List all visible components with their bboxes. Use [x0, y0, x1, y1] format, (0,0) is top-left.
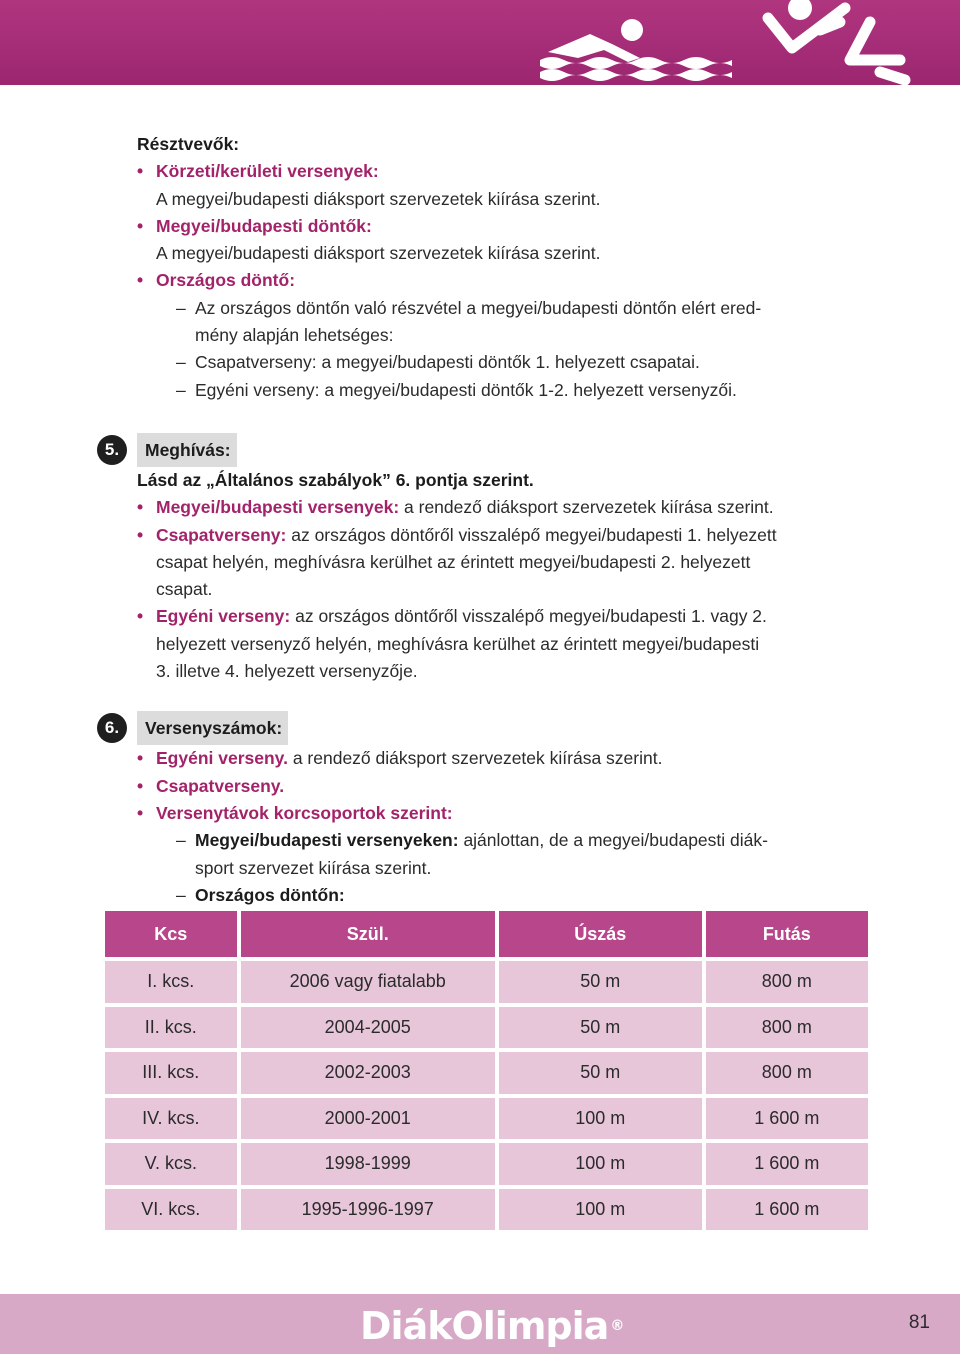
table-row [105, 1189, 868, 1231]
list-item [137, 773, 882, 800]
dash-continuation [137, 855, 882, 882]
bullet-text: a rendező diáksport szervezetek kiírása szerint. [399, 497, 774, 518]
runner-icon [768, 0, 905, 80]
participants-title: Résztvevők: [137, 134, 240, 154]
column-header: Futás [706, 911, 868, 957]
column-header: Úszás [499, 911, 702, 957]
section-6-heading [104, 711, 882, 745]
bullet-label: Egyéni verseny: [156, 606, 291, 627]
section-intro: Lásd az „Általános szabályok” 6. pontja szerint. [137, 469, 534, 490]
bullet-label: Csapatverseny: [156, 524, 287, 545]
logo-text: DiákOlimpia [360, 1304, 609, 1348]
bullet-text: A megyei/budapesti diáksport szervezetek kiírása szerint. [156, 188, 601, 209]
table-cell: 2004-2005 [241, 1007, 495, 1049]
column-header: Kcs [105, 911, 237, 957]
swimmer-icon [540, 19, 732, 81]
section-number: 6. [97, 713, 127, 743]
bullet-text: 3. illetve 4. helyezett versenyzője. [156, 661, 418, 682]
dash-text: Az országos döntőn való részvétel a megyei/budapesti döntőn elért ered- [195, 297, 762, 318]
list-item [137, 522, 882, 549]
bullet-text: az országos döntőről visszalépő megyei/budapesti 1. vagy 2. [290, 606, 767, 627]
header-graphics [0, 0, 960, 85]
diakolimpia-logo [360, 1304, 623, 1348]
table-cell: 1998-1999 [241, 1143, 495, 1185]
table-cell: 100 m [499, 1189, 702, 1231]
page-number: 81 [908, 1312, 930, 1333]
dash-item: – Megyei/budapesti versenyeken: ajánlottan, de a megyei/budapesti diák- [176, 830, 768, 851]
bullet-text: helyezett versenyző helyén, meghívásra kerülhet az érintett megyei/budapesti [156, 633, 760, 654]
table-cell: 1995-1996-1997 [241, 1189, 495, 1231]
header-bar [0, 0, 960, 85]
dash-text: ajánlottan, de a megyei/budapesti diák- [458, 830, 768, 851]
dash-text: sport szervezet kiírása szerint. [195, 857, 432, 878]
list-item [137, 800, 882, 827]
table-cell: II. kcs. [105, 1007, 237, 1049]
table-cell: III. kcs. [105, 1052, 237, 1094]
distances-table [101, 907, 872, 1234]
table-row [105, 1143, 868, 1185]
table-header-row [105, 911, 868, 957]
table-row [105, 1007, 868, 1049]
bullet-label: Országos döntő: [156, 270, 296, 291]
dash-continuation [137, 322, 882, 349]
bullet-label: Egyéni verseny. [156, 748, 288, 769]
dash-item: – Egyéni verseny: a megyei/budapesti döntők 1-2. helyezett versenyzői. [176, 379, 737, 400]
section-number: 5. [97, 435, 127, 465]
list-item [137, 267, 882, 294]
table-cell: 50 m [499, 1007, 702, 1049]
table-cell: 2000-2001 [241, 1098, 495, 1140]
table-cell: 1 600 m [706, 1189, 868, 1231]
table-cell: IV. kcs. [105, 1098, 237, 1140]
dash-text: mény alapján lehetséges: [195, 325, 394, 346]
table-cell: 1 600 m [706, 1098, 868, 1140]
section-title: Meghívás: [137, 433, 237, 467]
dash-text: Csapatverseny: a megyei/budapesti döntők 1. helyezett csapatai. [195, 352, 700, 373]
dash-label: Országos döntőn: [195, 884, 345, 905]
table-cell: VI. kcs. [105, 1189, 237, 1231]
table-cell: 800 m [706, 1052, 868, 1094]
list-item [137, 494, 882, 521]
table-cell: V. kcs. [105, 1143, 237, 1185]
list-item [137, 603, 882, 630]
table-cell: I. kcs. [105, 961, 237, 1003]
table-cell: 1 600 m [706, 1143, 868, 1185]
column-header: Szül. [241, 911, 495, 957]
table-cell: 800 m [706, 1007, 868, 1049]
table-cell: 50 m [499, 961, 702, 1003]
list-item [137, 158, 882, 185]
main-content [104, 131, 882, 909]
bullet-text: a rendező diáksport szervezetek kiírása szerint. [287, 748, 663, 769]
section-5-heading [104, 433, 882, 467]
bullet-text: csapat helyén, meghívásra kerülhet az érintett megyei/budapesti 2. helyezett [156, 551, 751, 572]
registered-mark: ® [610, 1318, 624, 1334]
table-cell: 2002-2003 [241, 1052, 495, 1094]
section-title: Versenyszámok: [137, 711, 288, 745]
table-cell: 100 m [499, 1143, 702, 1185]
dash-item: – Országos döntőn: [176, 884, 345, 905]
table-row [105, 1098, 868, 1140]
dash-item: – Csapatverseny: a megyei/budapesti döntők 1. helyezett csapatai. [176, 352, 700, 373]
table-cell: 100 m [499, 1098, 702, 1140]
bullet-text: A megyei/budapesti diáksport szervezetek kiírása szerint. [156, 243, 601, 264]
table-row [105, 1052, 868, 1094]
dash-label: Megyei/budapesti versenyeken: [195, 830, 459, 851]
bullet-label: Körzeti/kerületi versenyek: [156, 161, 379, 182]
dash-item: – Az országos döntőn való részvétel a megyei/budapesti döntőn elért ered- [176, 297, 762, 318]
bullet-label: Csapatverseny. [156, 775, 285, 796]
dash-text: Egyéni verseny: a megyei/budapesti döntők 1-2. helyezett versenyzői. [195, 379, 737, 400]
bullet-label: Megyei/budapesti versenyek: [156, 497, 400, 518]
table-row [105, 961, 868, 1003]
bullet-label: Versenytávok korcsoportok szerint: [156, 802, 453, 823]
list-item [137, 213, 882, 240]
table-cell: 800 m [706, 961, 868, 1003]
bullet-label: Megyei/budapesti döntők: [156, 215, 372, 236]
footer-bar [0, 1294, 960, 1354]
table-cell: 50 m [499, 1052, 702, 1094]
bullet-text: csapat. [156, 579, 213, 600]
table-cell: 2006 vagy fiatalabb [241, 961, 495, 1003]
bullet-text: az országos döntőről visszalépő megyei/budapesti 1. helyezett [286, 524, 777, 545]
list-item [137, 745, 882, 772]
